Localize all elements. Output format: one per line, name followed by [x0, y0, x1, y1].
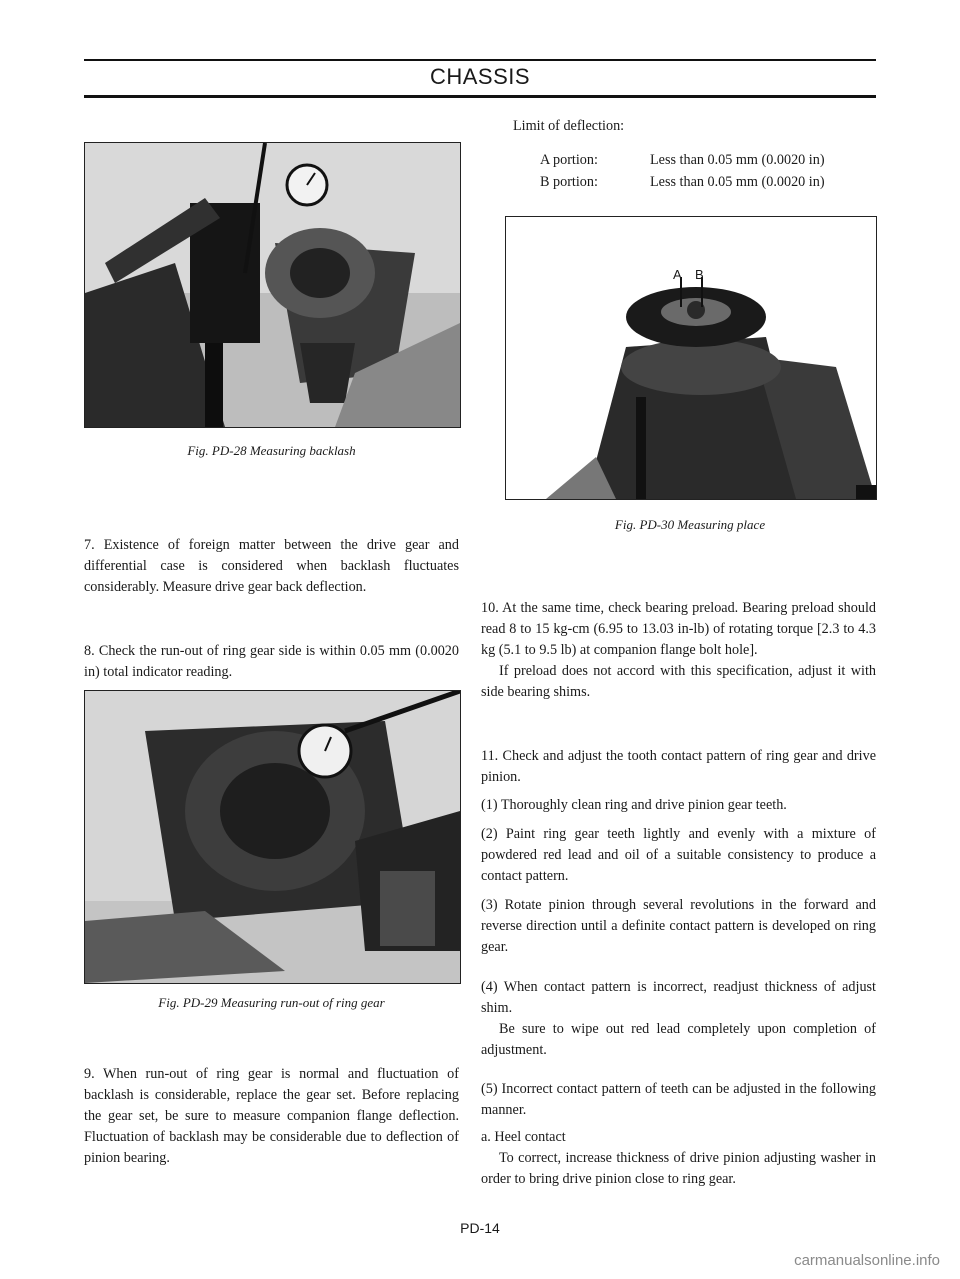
figure-pd30-label-b: B [695, 267, 704, 282]
figure-pd29-caption: Fig. PD-29 Measuring run-out of ring gear [158, 995, 385, 1010]
step-4 [481, 977, 876, 1061]
step-3: (3) Rotate pinion through several revolutions in the forward and reverse direction until a definite contact pattern is developed on ring gear. [481, 897, 876, 955]
limit-b-label: B portion: [540, 174, 598, 190]
figure-pd28-photo [84, 142, 461, 428]
step-4-main: (4) When contact pattern is incorrect, readjust thickness of adjust shim. [481, 979, 876, 1016]
heel-contact-title: a. Heel contact [481, 1129, 566, 1145]
figure-pd28-caption: Fig. PD-28 Measuring backlash [187, 443, 356, 458]
figure-pd29-photo [84, 690, 461, 984]
paragraph-11: 11. Check and adjust the tooth contact pattern of ring gear and drive pinion. [481, 748, 876, 785]
limit-a-label: A portion: [540, 152, 598, 168]
step-4-note: Be sure to wipe out red lead completely upon completion of adjustment. [481, 1021, 876, 1058]
limit-a-value: Less than 0.05 mm (0.0020 in) [650, 152, 825, 168]
figure-pd30-caption: Fig. PD-30 Measuring place [614, 517, 766, 532]
header-bottom-rule [84, 95, 876, 98]
figure-pd30-label-a: A [673, 267, 682, 282]
header-top-rule [84, 59, 876, 61]
figure-pd30-photo [505, 216, 877, 500]
paragraph-10-main: 10. At the same time, check bearing preload. Bearing preload should read 8 to 15 kg-cm (6.95 to 13.03 in-lb) of rotating torque [2.3 to 4.3 kg (5.1 to 9.5 lb) at companion flange bolt hole]. [481, 600, 876, 658]
step-1: (1) Thoroughly clean ring and drive pinion gear teeth. [481, 797, 787, 813]
heel-contact [481, 1127, 876, 1190]
paragraph-10 [481, 598, 876, 703]
paragraph-10-note: If preload does not accord with this specification, adjust it with side bearing shims. [481, 663, 876, 700]
paragraph-9: 9. When run-out of ring gear is normal and fluctuation of backlash is considerable, replace the gear set. Before replacing the gear set, be sure to measure companion flange deflection. Fluctuation of backlash may be considerable due to deflection of pinion bearing. [84, 1066, 459, 1166]
watermark: carmanualsonline.info [794, 1252, 940, 1269]
page-header-title: CHASSIS [429, 64, 531, 89]
page-number: PD-14 [460, 1220, 500, 1236]
step-2: (2) Paint ring gear teeth lightly and evenly with a mixture of powdered red lead and oil of a suitable consistency to produce a contact pattern. [481, 826, 876, 884]
heel-contact-text: To correct, increase thickness of drive pinion adjusting washer in order to bring drive pinion close to ring gear. [481, 1150, 876, 1187]
limit-title: Limit of deflection: [513, 118, 625, 134]
paragraph-7: 7. Existence of foreign matter between the drive gear and differential case is considered when backlash fluctuates considerably. Measure drive gear back deflection. [84, 537, 459, 595]
step-5: (5) Incorrect contact pattern of teeth can be adjusted in the following manner. [481, 1081, 876, 1118]
paragraph-8: 8. Check the run-out of ring gear side is within 0.05 mm (0.0020 in) total indicator reading. [84, 643, 459, 680]
limit-b-value: Less than 0.05 mm (0.0020 in) [650, 174, 825, 190]
